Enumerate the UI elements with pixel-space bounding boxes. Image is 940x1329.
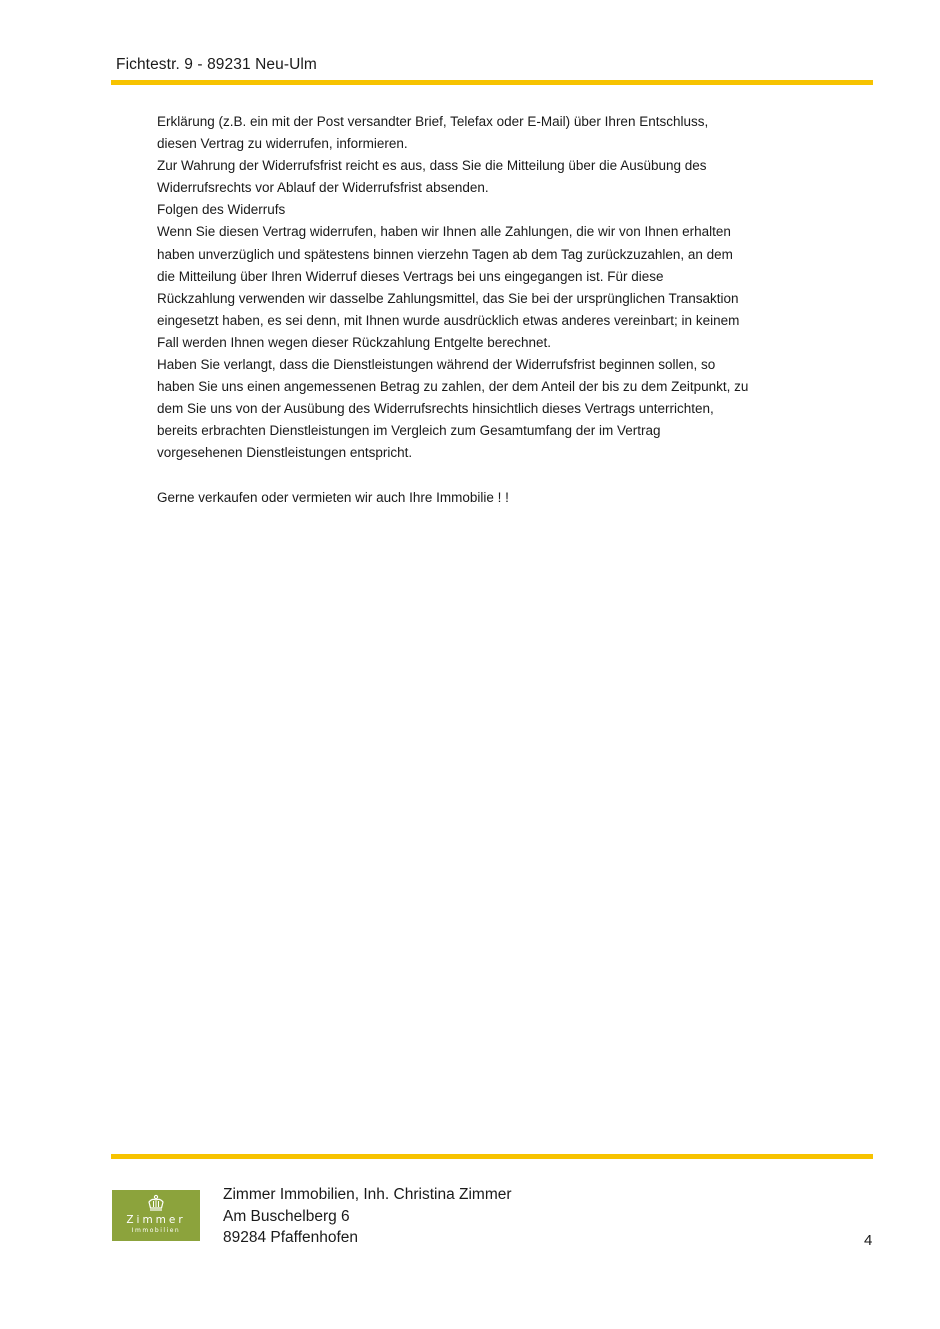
footer-address — [223, 1184, 512, 1249]
header-address: Fichtestr. 9 - 89231 Neu-Ulm — [116, 56, 317, 73]
body-line: Wenn Sie diesen Vertrag widerrufen, haben wir Ihnen alle Zahlungen, die wir von Ihnen erhalten — [157, 224, 731, 240]
footer-rule — [111, 1154, 873, 1159]
logo-brand: Zimmer — [126, 1214, 186, 1226]
body-line: bereits erbrachten Dienstleistungen im Vergleich zum Gesamtumfang der im Vertrag — [157, 423, 661, 439]
crown-icon — [147, 1194, 165, 1212]
footer-street: Am Buschelberg 6 — [223, 1207, 350, 1225]
body-line: vorgesehenen Dienstleistungen entspricht. — [157, 445, 413, 461]
body-line: Rückzahlung verwenden wir dasselbe Zahlungsmittel, das Sie bei der ursprünglichen Transaktion — [157, 290, 739, 306]
closing-line: Gerne verkaufen oder vermieten wir auch Ihre Immobilie ! ! — [157, 490, 509, 505]
body-line: Zur Wahrung der Widerrufsfrist reicht es aus, dass Sie die Mitteilung über die Ausübung des — [157, 158, 707, 174]
logo-subtitle: Immobilien — [131, 1227, 181, 1234]
body-line: diesen Vertrag zu widerrufen, informieren. — [157, 136, 408, 152]
body-line: Fall werden Ihnen wegen dieser Rückzahlung Entgelte berechnet. — [157, 334, 551, 350]
body-line: dem Sie uns von der Ausübung des Widerrufsrechts hinsichtlich dieses Vertrags unterrichten, — [157, 401, 714, 417]
body-line: haben Sie uns einen angemessenen Betrag zu zahlen, der dem Anteil der bis zu dem Zeitpunkt, zu — [157, 379, 749, 395]
body-line: haben unverzüglich und spätestens binnen vierzehn Tagen ab dem Tag zurückzuzahlen, an dem — [157, 246, 733, 262]
body-line: die Mitteilung über Ihren Widerruf dieses Vertrags bei uns eingegangen ist. Für diese — [157, 268, 664, 284]
footer-company: Zimmer Immobilien, Inh. Christina Zimmer — [223, 1186, 512, 1203]
body-line: Haben Sie verlangt, dass die Dienstleistungen während der Widerrufsfrist beginnen sollen, so — [157, 357, 716, 373]
section-heading: Folgen des Widerrufs — [157, 202, 286, 218]
body-line: eingesetzt haben, es sei denn, mit Ihnen wurde ausdrücklich etwas anderes vereinbart; in keinem — [157, 312, 740, 328]
body-line: Erklärung (z.B. ein mit der Post versandter Brief, Telefax oder E-Mail) über Ihren Entschluss, — [157, 114, 709, 129]
company-logo — [112, 1190, 200, 1241]
body-line: Widerrufsrechts vor Ablauf der Widerrufsfrist absenden. — [157, 180, 489, 196]
header-rule — [111, 80, 873, 85]
page-number: 4 — [864, 1232, 873, 1249]
footer-city: 89284 Pfaffenhofen — [223, 1229, 359, 1246]
body-text — [157, 111, 797, 465]
